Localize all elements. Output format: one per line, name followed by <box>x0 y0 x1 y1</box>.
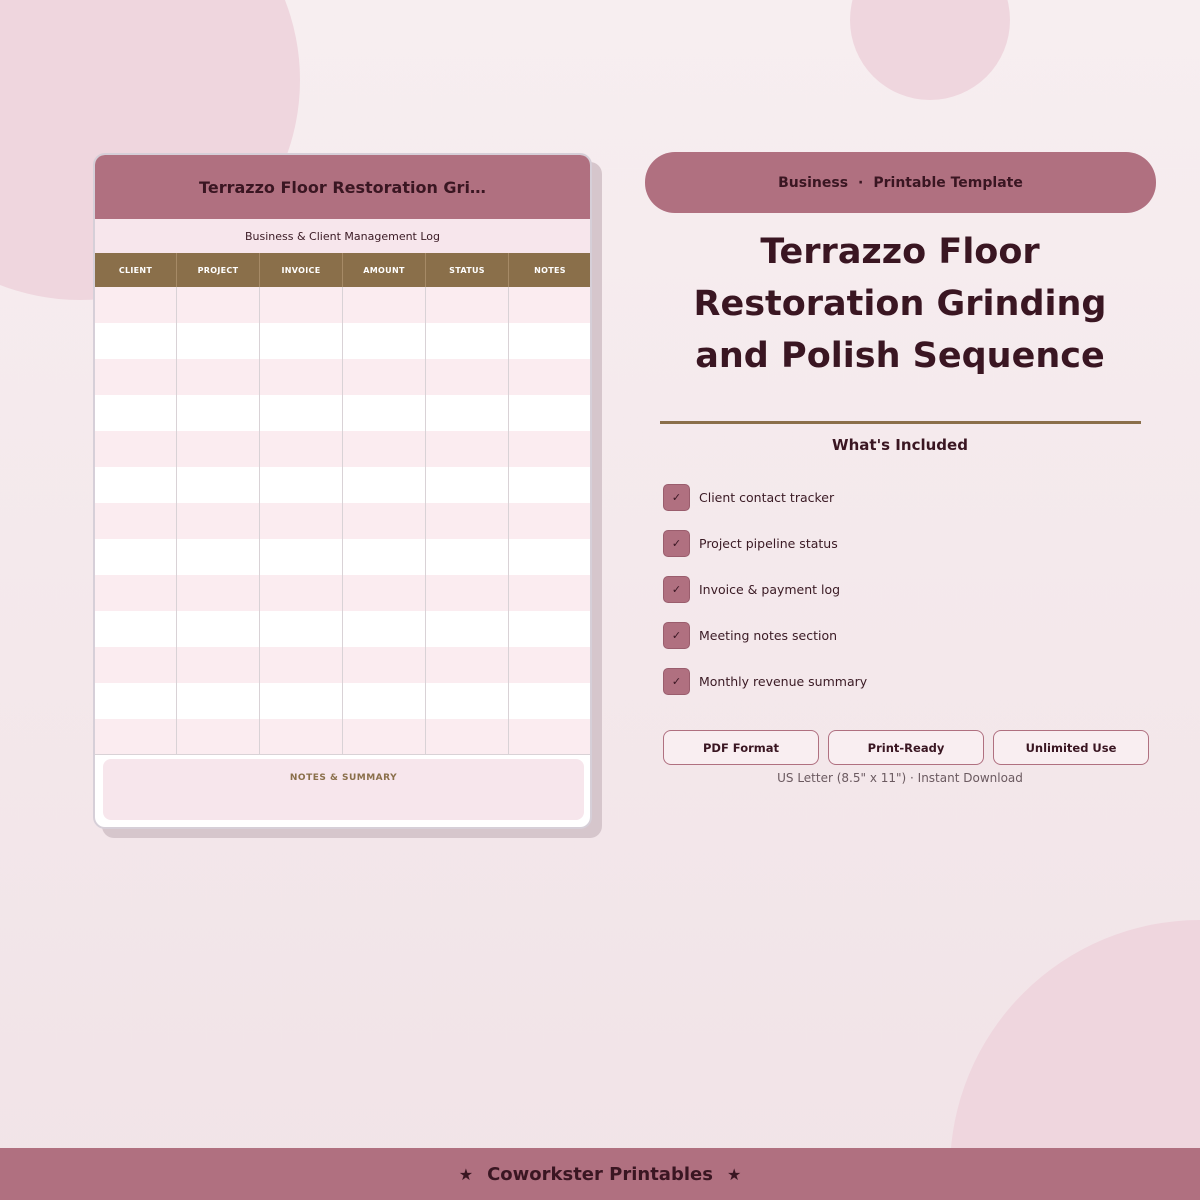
table-cell <box>95 467 177 503</box>
table-cell <box>509 503 592 539</box>
tag-print-ready: Print-Ready <box>828 730 984 765</box>
table-cell <box>95 323 177 359</box>
list-item <box>663 612 867 658</box>
table-cell <box>177 719 260 755</box>
table-cell <box>509 647 592 683</box>
table-cell <box>260 647 343 683</box>
table-cell <box>343 359 426 395</box>
table-cell <box>177 431 260 467</box>
table-cell <box>509 431 592 467</box>
table-cell <box>426 611 509 647</box>
table-cell <box>426 359 509 395</box>
column-header-project: PROJECT <box>177 253 260 287</box>
table-cell <box>260 683 343 719</box>
brand-name: Coworkster Printables <box>487 1163 713 1185</box>
included-item-label: Invoice & payment log <box>699 581 841 597</box>
table-cell <box>95 431 177 467</box>
table-cell <box>177 323 260 359</box>
title-divider <box>660 421 1141 424</box>
table-cell <box>260 287 343 323</box>
list-item <box>663 566 867 612</box>
feature-tags <box>663 730 1149 765</box>
notes-divider <box>95 754 590 755</box>
table-cell <box>509 323 592 359</box>
list-item <box>663 658 867 704</box>
table-cell <box>177 467 260 503</box>
table-cell <box>95 539 177 575</box>
table-cell <box>177 395 260 431</box>
table-cell <box>426 287 509 323</box>
column-header-status: STATUS <box>426 253 509 287</box>
table-cell <box>343 539 426 575</box>
column-header-invoice: INVOICE <box>260 253 343 287</box>
template-type-label: Printable Template <box>873 174 1023 191</box>
list-item <box>663 474 867 520</box>
table-cell <box>509 539 592 575</box>
table-cell <box>426 647 509 683</box>
table-cell <box>260 503 343 539</box>
preview-title: Terrazzo Floor Restoration Gri… <box>199 177 486 197</box>
tag-pdf-format: PDF Format <box>663 730 819 765</box>
table-cell <box>426 431 509 467</box>
table-cell <box>95 503 177 539</box>
notes-summary-label: NOTES & SUMMARY <box>289 773 398 783</box>
included-item-label: Monthly revenue summary <box>699 673 868 689</box>
category-badge <box>645 152 1156 213</box>
column-header-amount: AMOUNT <box>343 253 426 287</box>
table-cell <box>343 575 426 611</box>
table-cell <box>260 575 343 611</box>
table-cell <box>95 719 177 755</box>
table-cell <box>95 647 177 683</box>
table-cell <box>95 395 177 431</box>
preview-subtitle: Business & Client Management Log <box>95 219 590 253</box>
table-cell <box>260 395 343 431</box>
badge-separator: · <box>858 174 864 191</box>
table-cell <box>343 647 426 683</box>
table-cell <box>426 719 509 755</box>
star-icon: ★ <box>458 1164 474 1184</box>
table-cell <box>509 395 592 431</box>
included-item-label: Meeting notes section <box>699 627 838 643</box>
table-cell <box>260 359 343 395</box>
table-cell <box>509 359 592 395</box>
product-title: Terrazzo Floor Restoration Grinding and Polish Sequence <box>693 232 1107 376</box>
table-cell <box>260 611 343 647</box>
table-cell <box>343 467 426 503</box>
table-cell <box>509 575 592 611</box>
table-cell <box>426 575 509 611</box>
table-cell <box>509 611 592 647</box>
table-cell <box>426 323 509 359</box>
brand-footer <box>0 1148 1200 1200</box>
format-meta: US Letter (8.5" x 11") · Instant Download <box>777 771 1023 785</box>
notes-summary-box <box>103 759 584 820</box>
table-cell <box>426 539 509 575</box>
table-cell <box>343 503 426 539</box>
table-cell <box>343 287 426 323</box>
list-item <box>663 520 867 566</box>
included-list <box>663 474 867 704</box>
table-cell <box>509 683 592 719</box>
table-cell <box>343 431 426 467</box>
table-cell <box>426 395 509 431</box>
table-cell <box>177 611 260 647</box>
preview-header <box>95 155 590 219</box>
included-heading: What's Included <box>832 436 968 454</box>
table-cell <box>95 575 177 611</box>
table-cell <box>177 683 260 719</box>
table-cell <box>509 719 592 755</box>
table-cell <box>177 287 260 323</box>
table-cell <box>260 323 343 359</box>
table-cell <box>177 647 260 683</box>
table-cell <box>177 539 260 575</box>
table-cell <box>260 539 343 575</box>
table-cell <box>260 431 343 467</box>
log-table <box>95 253 590 755</box>
table-cell <box>426 467 509 503</box>
star-icon: ★ <box>726 1164 742 1184</box>
table-cell <box>177 575 260 611</box>
table-cell <box>177 503 260 539</box>
column-header-client: CLIENT <box>95 253 177 287</box>
category-label: Business <box>778 174 849 191</box>
table-cell <box>95 287 177 323</box>
table-cell <box>95 683 177 719</box>
checkmark-icon: ✓ <box>663 484 690 511</box>
table-cell <box>343 683 426 719</box>
included-item-label: Project pipeline status <box>699 535 838 551</box>
table-cell <box>343 719 426 755</box>
checkmark-icon: ✓ <box>663 622 690 649</box>
table-cell <box>343 395 426 431</box>
checkmark-icon: ✓ <box>663 530 690 557</box>
checkmark-icon: ✓ <box>663 668 690 695</box>
included-item-label: Client contact tracker <box>699 489 835 505</box>
table-cell <box>509 467 592 503</box>
table-cell <box>426 683 509 719</box>
table-cell <box>426 503 509 539</box>
table-cell <box>260 467 343 503</box>
table-cell <box>95 359 177 395</box>
decor-circle-top-right <box>850 0 1010 100</box>
table-cell <box>343 611 426 647</box>
table-cell <box>343 323 426 359</box>
tag-unlimited-use: Unlimited Use <box>993 730 1149 765</box>
column-header-notes: NOTES <box>509 253 592 287</box>
table-cell <box>95 611 177 647</box>
checkmark-icon: ✓ <box>663 576 690 603</box>
template-preview <box>93 153 592 829</box>
table-cell <box>177 359 260 395</box>
table-cell <box>509 287 592 323</box>
table-cell <box>260 719 343 755</box>
